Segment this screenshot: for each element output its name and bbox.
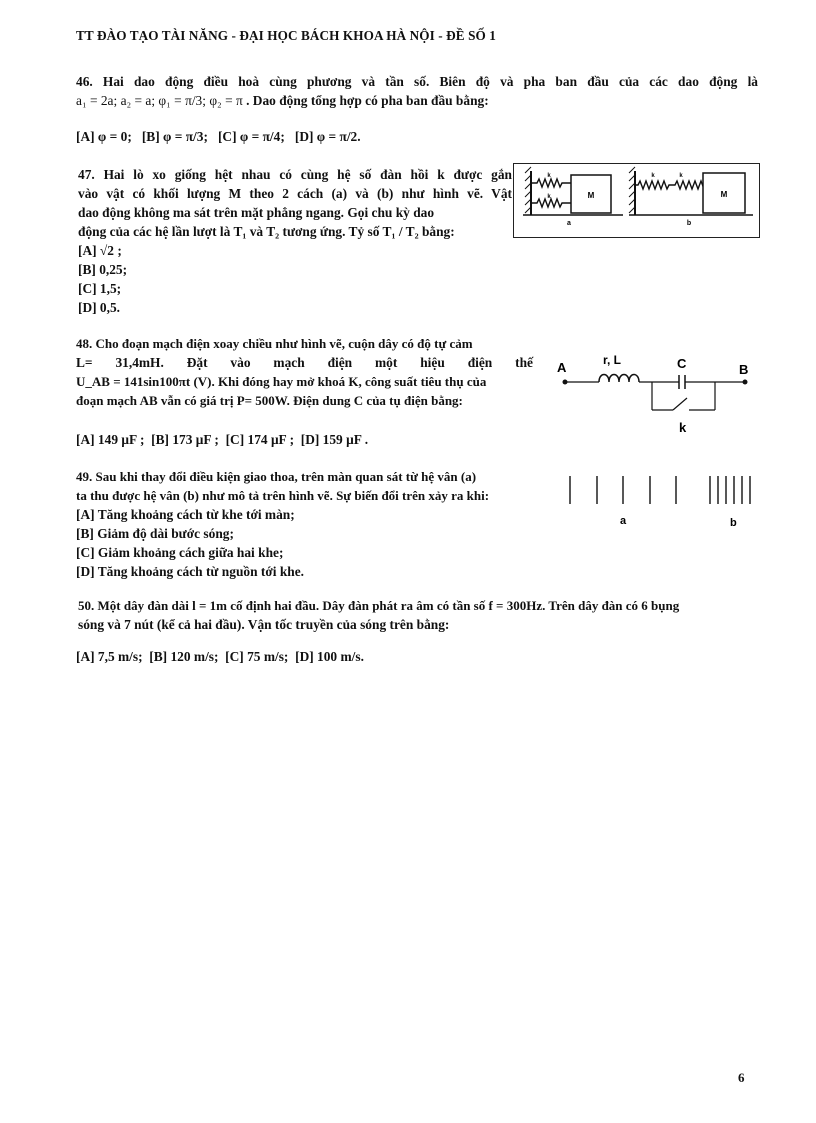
figure-a — [523, 167, 623, 227]
q50-option-a: [A] 7,5 m/s; — [76, 649, 143, 664]
q46-option-c: [C] φ = π/4; — [217, 129, 285, 144]
question-46 — [76, 72, 758, 110]
q49-option-c: [C] Giảm khoảng cách giữa hai khe; — [76, 545, 284, 560]
page-number: 6 — [738, 1070, 745, 1085]
figure-b — [629, 167, 753, 227]
mass-label-b: M — [720, 190, 728, 199]
q50-options — [76, 647, 364, 666]
q46-line1: 46. Hai dao động điều hoà cùng phương và tần số. Biên độ và pha ban đầu của các dao động là — [76, 74, 758, 89]
question-48 — [76, 334, 533, 410]
q47-line: dao động không ma sát trên mặt phẳng ngang. Gọi chu kỳ dao — [78, 205, 435, 220]
q49-line: ta thu được hệ vân (b) như mô tả trên hình vẽ. Sự biến đổi trên xảy ra khi: — [76, 488, 490, 503]
spring-mass-figure — [513, 163, 760, 238]
q50-option-c: [C] 75 m/s; — [225, 649, 289, 664]
q47-line: động của các hệ lần lượt là T₁ và T₂ tương ứng. Tỷ số T₁ / T₂ bằng: — [78, 224, 455, 239]
question-47 — [78, 165, 512, 317]
q48-option-a: [A] 149 μF ; — [76, 432, 145, 447]
q47-option-d: [D] 0,5. — [78, 300, 121, 315]
spring-label-a1: k — [547, 173, 551, 179]
q49-line: 49. Sau khi thay đổi điều kiện giao thoa, trên màn quan sát từ hệ vân (a) — [76, 469, 477, 484]
q46-tail: . Dao động tổng hợp có pha ban đầu bằng: — [246, 93, 489, 108]
capacitor-label: C — [677, 356, 687, 371]
q50-line2: sóng và 7 nút (kể cả hai đầu). Vận tốc truyền của sóng trên bằng: — [78, 617, 450, 632]
q49-option-d: [D] Tăng khoảng cách từ nguồn tới khe. — [76, 564, 305, 579]
spring-label-b1: k — [651, 173, 655, 179]
q46-line2 — [76, 91, 758, 110]
q46-options — [76, 127, 361, 146]
fringe-b-label: b — [730, 517, 737, 529]
q50-option-b: [B] 120 m/s; — [149, 649, 219, 664]
figure-a-label: a — [567, 220, 571, 227]
question-49 — [76, 467, 546, 581]
node-a-label: A — [557, 360, 567, 375]
circuit-figure — [553, 348, 763, 443]
inductor-label: r, L — [603, 353, 622, 367]
interference-fringes-figure — [560, 470, 760, 535]
question-50 — [78, 596, 760, 634]
q50-option-d: [D] 100 m/s. — [295, 649, 364, 664]
switch-label: k — [679, 420, 687, 435]
spring-label-b2: k — [679, 173, 683, 179]
fringe-a-label: a — [620, 515, 627, 527]
q48-line: L= 31,4mH. Đặt vào mạch điện một hiệu điện thế — [76, 355, 533, 370]
q48-line: đoạn mạch AB vẫn có giá trị P= 500W. Điện dung C của tụ điện bằng: — [76, 393, 463, 408]
q48-option-b: [B] 173 μF ; — [151, 432, 219, 447]
q47-line: 47. Hai lò xo giống hệt nhau có cùng hệ số đàn hồi k được gắn — [78, 167, 512, 182]
q47-option-b: [B] 0,25; — [78, 262, 128, 277]
q47-option-c: [C] 1,5; — [78, 281, 122, 296]
q48-option-c: [C] 174 μF ; — [225, 432, 295, 447]
q49-option-b: [B] Giảm độ dài bước sóng; — [76, 526, 234, 541]
q46-formula: a₁ = 2a; a₂ = a; φ₁ = π/3; φ₂ = π — [76, 93, 243, 108]
q49-option-a: [A] Tăng khoảng cách từ khe tới màn; — [76, 507, 295, 522]
page-header: TT ĐÀO TẠO TÀI NĂNG - ĐẠI HỌC BÁCH KHOA HÀ NỘI - ĐỀ SỐ 1 — [76, 28, 496, 43]
q46-option-d: [D] φ = π/2. — [294, 129, 361, 144]
q46-option-a: [A] φ = 0; — [76, 129, 132, 144]
node-b-label: B — [739, 362, 749, 377]
q47-option-a: [A] √2 ; — [78, 243, 122, 258]
mass-label-a: M — [587, 191, 595, 200]
q47-line: vào vật có khối lượng M theo 2 cách (a) và (b) như hình vẽ. Vật — [78, 186, 512, 201]
figure-b-label: b — [686, 220, 692, 227]
q48-line: U_AB = 141sin100πt (V). Khi đóng hay mở khoá K, công suất tiêu thụ của — [76, 374, 487, 389]
q48-line: 48. Cho đoạn mạch điện xoay chiều như hình vẽ, cuộn dây có độ tự cảm — [76, 336, 473, 351]
q48-options — [76, 430, 368, 449]
q46-option-b: [B] φ = π/3; — [141, 129, 208, 144]
spring-label-a2: k — [547, 194, 551, 200]
q48-option-d: [D] 159 μF . — [300, 432, 369, 447]
q50-line1: 50. Một dây đàn dài l = 1m cố định hai đầu. Dây đàn phát ra âm có tần số f = 300Hz. Trên dây đàn có 6 bụng — [78, 598, 680, 613]
